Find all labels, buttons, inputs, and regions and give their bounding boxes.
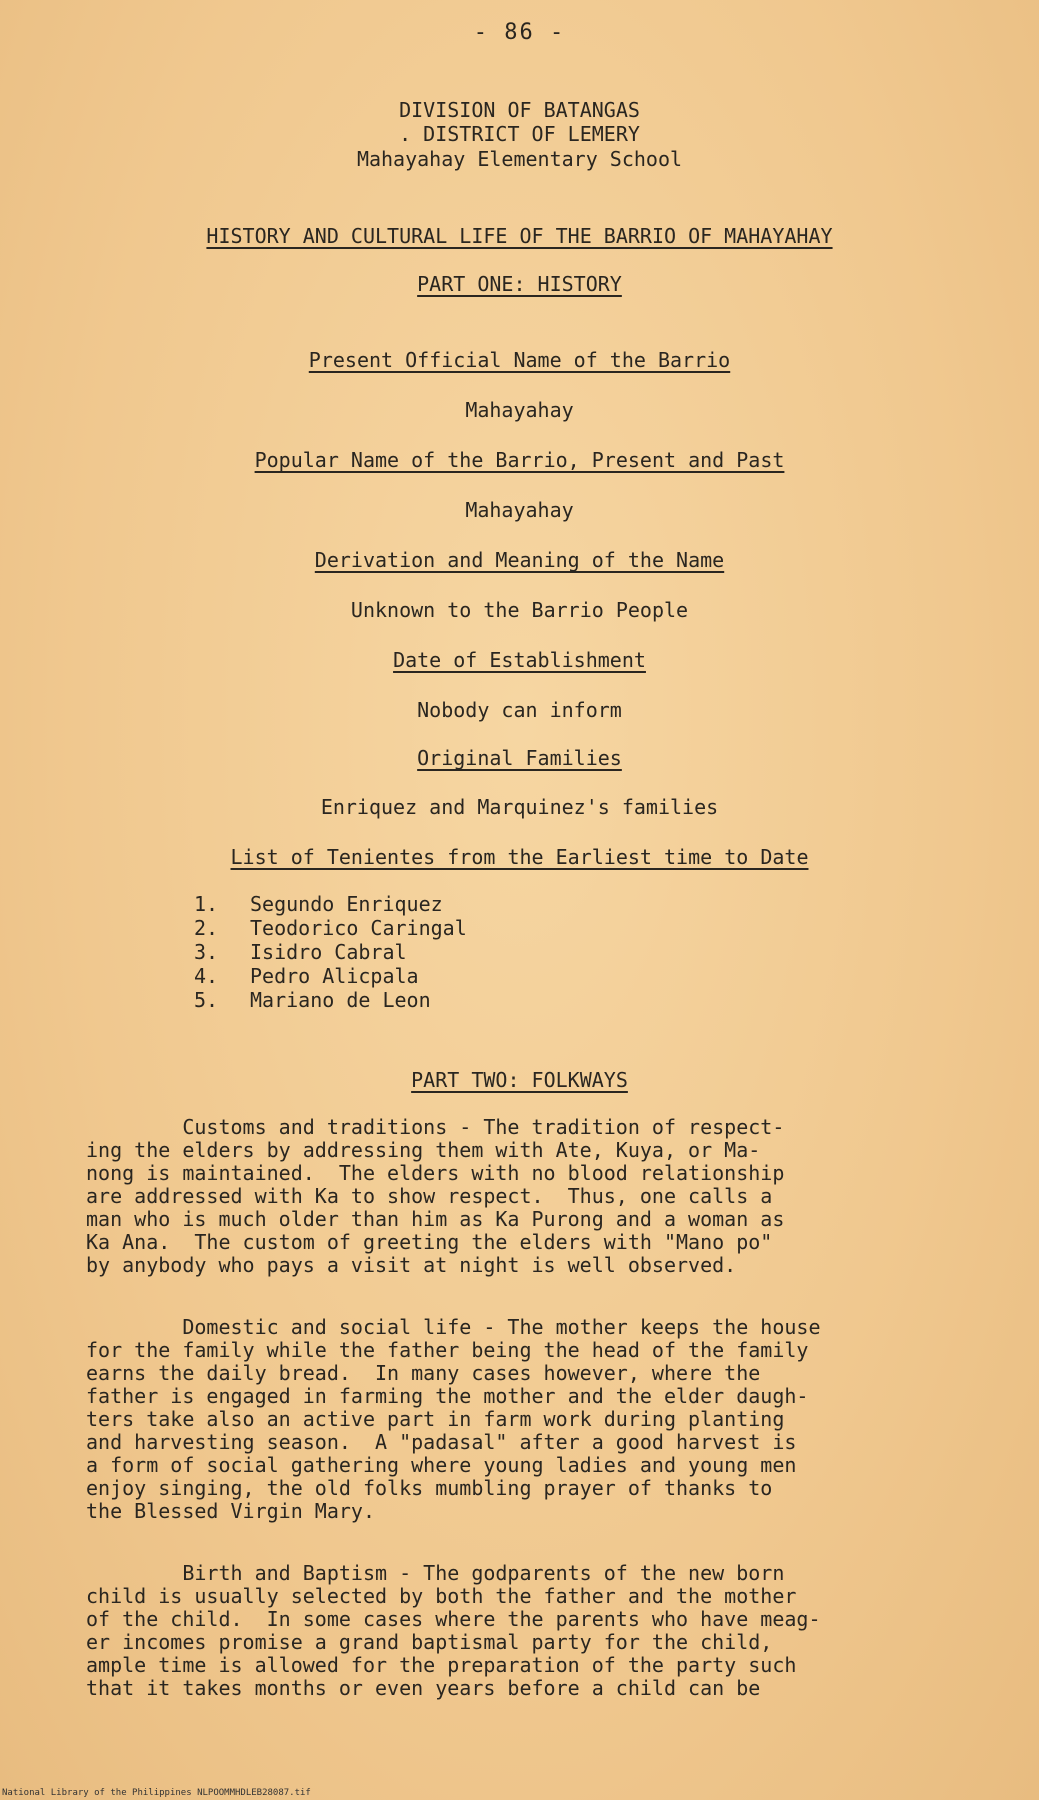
list-item (194, 940, 467, 964)
teniente-name: Pedro Alicpala (250, 964, 419, 988)
section-heading: Original Families (417, 746, 622, 770)
list-item (194, 916, 467, 940)
division-heading: DIVISION OF BATANGAS (399, 98, 640, 122)
list-item (194, 964, 467, 988)
list-number: 1. (194, 892, 219, 916)
section-heading: Popular Name of the Barrio, Present and Past (254, 448, 785, 472)
page-number: - 86 - (473, 20, 566, 45)
teniente-name: Segundo Enriquez (250, 892, 443, 916)
section-heading: Derivation and Meaning of the Name (314, 548, 725, 572)
customs-paragraph: Customs and traditions - The tradition of respect- ing the elders by addressing them with Ate, Kuya, or Ma- nong is maintained. The elders with no blood relationship are addressed with Ka to show respect. Thus, one calls a man who is much older than him as Ka Purong and a woman as Ka Ana. The custom of greeting the elders with "Mano po" by anybody who pays a visit at night is well observed. (86, 1115, 785, 1277)
birth-paragraph: Birth and Baptism - The godparents of the new born child is usually selected by both the father and the mother of the child. In some cases where the parents who have meag- er incomes promise a grand baptismal party for the child, ample time is allowed for the preparation of the party such that it takes months or even years before a child can be (86, 1561, 821, 1700)
tenientes-heading: List of Tenientes from the Earliest time to Date (230, 845, 809, 869)
teniente-name: Mariano de Leon (250, 988, 431, 1012)
section-value: Mahayahay (465, 398, 574, 422)
list-number: 3. (194, 940, 219, 964)
section-value: Nobody can inform (417, 698, 622, 722)
document-title: HISTORY AND CULTURAL LIFE OF THE BARRIO OF MAHAYAHAY (206, 224, 833, 248)
section-value: Mahayahay (465, 498, 574, 522)
school-heading: Mahayahay Elementary School (356, 147, 683, 171)
section-heading: Date of Establishment (393, 648, 646, 672)
teniente-name: Teodorico Caringal (250, 916, 467, 940)
tenientes-list (194, 892, 467, 1012)
list-number: 5. (194, 988, 219, 1012)
section-heading: Present Official Name of the Barrio (308, 348, 731, 372)
part-two-heading: PART TWO: FOLKWAYS (411, 1068, 628, 1092)
list-number: 4. (194, 964, 219, 988)
footer-source: National Library of the Philippines NLPOOMMHDLEB28087.tif (2, 1788, 311, 1798)
list-item (194, 892, 467, 916)
domestic-paragraph: Domestic and social life - The mother keeps the house for the family while the father being the head of the family earns the daily bread. In many cases however, where the father is engaged in farming the mother and the elder daugh- ters take also an active part in farm work during planting and harvesting season. A "padasal" after a good harvest is a form of social gathering where young ladies and young men enjoy singing, the old folks mumbling prayer of thanks to the Blessed Virgin Mary. (86, 1315, 821, 1523)
list-number: 2. (194, 916, 219, 940)
teniente-name: Isidro Cabral (250, 940, 407, 964)
section-value: Unknown to the Barrio People (350, 598, 689, 622)
district-heading: . DISTRICT OF LEMERY (399, 122, 640, 146)
section-value: Enriquez and Marquinez's families (320, 795, 719, 819)
list-item (194, 988, 467, 1012)
part-one-heading: PART ONE: HISTORY (417, 272, 622, 296)
